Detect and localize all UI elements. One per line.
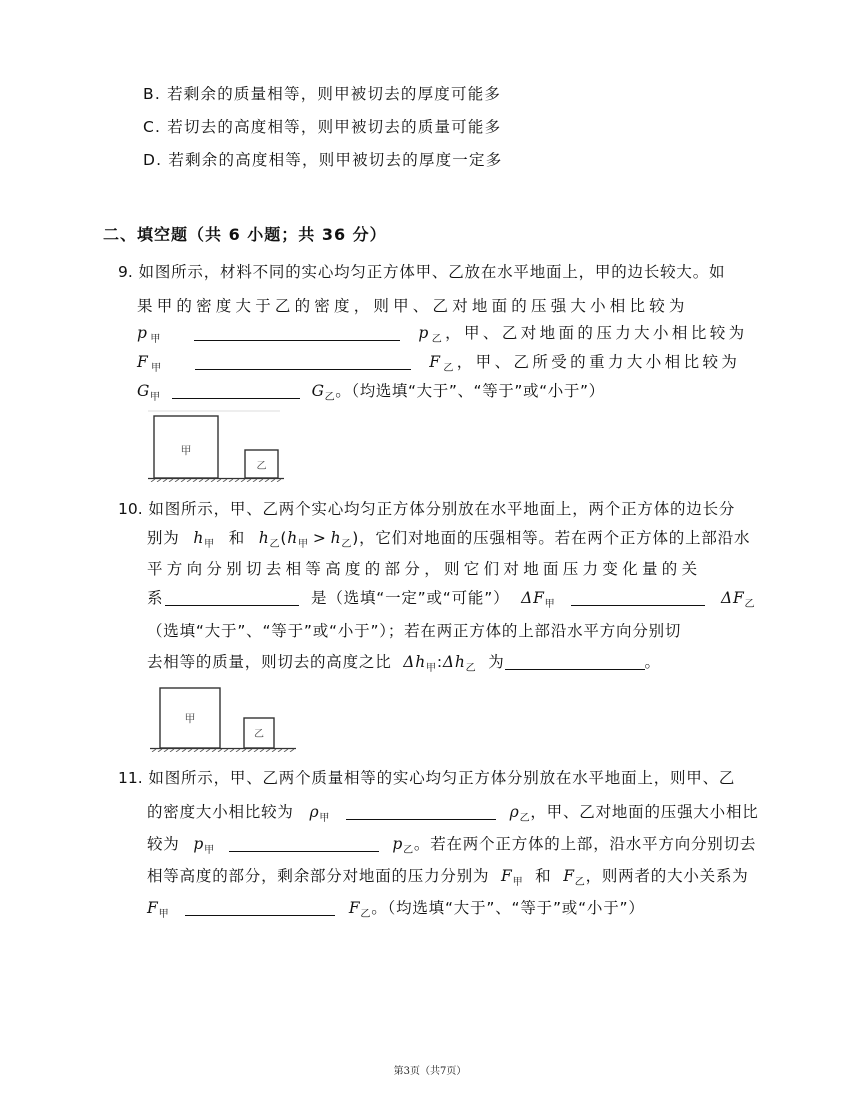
label-yi: 乙 <box>256 461 267 472</box>
q11-blank-2[interactable] <box>229 837 379 852</box>
q9-line3: $p_甲$ $p_乙$，甲、乙对地面的压力大小相比较为 <box>137 324 748 345</box>
q9-line1: 如图所示，材料不同的实心均匀正方体甲、乙放在水平地面上，甲的边长较大。如 <box>138 263 726 281</box>
q9-line2: 果甲的密度大于乙的密度，则甲、乙对地面的压强大小相比较为 <box>137 297 689 315</box>
q9-blank-3[interactable] <box>172 384 300 399</box>
q9-figure <box>148 410 284 482</box>
q11-blank-3[interactable] <box>185 901 335 916</box>
q10-line6: 去相等的质量，则切去的高度之比 $\Delta h_甲:\Delta h_乙$ 为 。 <box>147 653 661 674</box>
q10-blank-3[interactable] <box>505 655 645 670</box>
var-F: F <box>137 353 152 371</box>
q11-line5: $F_甲$ $F_乙$。（均选填“大于”、“等于”或“小于”） <box>147 899 645 920</box>
q10-line3: 平方向分别切去相等高度的部分，则它们对地面压力变化量的关 <box>147 560 702 578</box>
q10-line5: （选填“大于”、“等于”或“小于”）；若在两正方体的上部沿水平方向分别切 <box>147 622 682 640</box>
q9-line5: $G_甲$ $G_乙$。（均选填“大于”、“等于”或“小于”） <box>137 382 605 403</box>
q9 <box>118 260 725 282</box>
q11-line2: 的密度大小相比较为 $\rho_甲$ $\rho_乙$，甲、乙对地面的压强大小相比 <box>147 803 759 824</box>
section-title: 二、填空题（共 6 小题；共 36 分） <box>103 225 387 244</box>
q11-line3: 较为 $p_甲$ $p_乙$。若在两个正方体的上部，沿水平方向分别切去 <box>147 835 757 856</box>
q11-blank-1[interactable] <box>346 805 496 820</box>
option-c: C. 若切去的高度相等，则甲被切去的质量可能多 <box>143 118 502 136</box>
q11-line1: 如图所示，甲、乙两个质量相等的实心均匀正方体分别放在水平地面上，则甲、乙 <box>148 769 736 787</box>
label-jia: 甲 <box>180 444 192 457</box>
q10-blank-2[interactable] <box>571 591 705 606</box>
q9-blank-2[interactable] <box>195 355 411 370</box>
q10-number: 10. <box>118 500 143 518</box>
label-jia: 甲 <box>184 712 196 725</box>
q10 <box>118 497 735 519</box>
q11-number: 11. <box>118 769 143 787</box>
q10-line4: 系 是（选填“一定”或“可能”） $\Delta F_甲$ $\Delta F_乙$ <box>147 589 756 610</box>
q10-figure <box>150 686 296 752</box>
q11 <box>118 766 735 788</box>
var-p: p <box>137 324 151 342</box>
q9-blank-1[interactable] <box>194 326 400 341</box>
option-b: B. 若剩余的质量相等，则甲被切去的厚度可能多 <box>143 85 502 103</box>
label-yi: 乙 <box>254 729 264 740</box>
q11-line4: 相等高度的部分，剩余部分对地面的压力分别为 $F_甲$ 和 $F_乙$，则两者的大小关系为 <box>147 867 749 888</box>
q10-blank-1[interactable] <box>165 591 299 606</box>
option-d: D. 若剩余的高度相等，则甲被切去的厚度一定多 <box>143 151 503 169</box>
q10-line1: 如图所示，甲、乙两个实心均匀正方体分别放在水平地面上，两个正方体的边长分 <box>148 500 736 518</box>
q9-number: 9. <box>118 263 133 281</box>
var-G: G <box>137 382 150 400</box>
q9-line4: $F_甲$ $F_乙$，甲、乙所受的重力大小相比较为 <box>137 353 741 374</box>
q10-line2: 别为 $h_甲$ 和 $h_乙(h_甲 > h_乙)$，它们对地面的压强相等。若在两个正方体的上部沿水 <box>147 529 751 550</box>
page-footer: 第3页（共7页） <box>393 1066 467 1077</box>
